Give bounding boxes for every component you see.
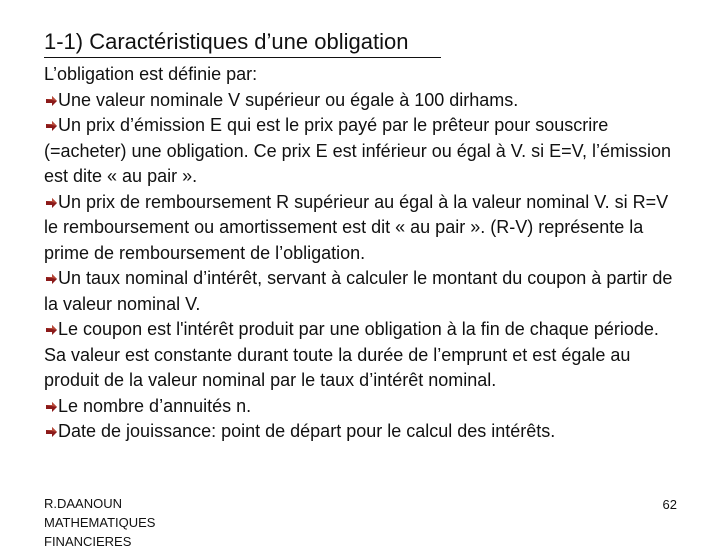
arrow-bullet-icon — [44, 426, 58, 438]
arrow-bullet-icon — [44, 120, 58, 132]
bullet-list — [44, 88, 684, 445]
footer-author-line: R.DAANOUN — [44, 496, 123, 511]
arrow-bullet-icon — [44, 273, 58, 285]
bullet-text: Un taux nominal d’intérêt, servant à calculer le montant du coupon à partir de la valeur nominal V. — [44, 268, 673, 314]
slide-body — [44, 62, 684, 445]
page-number: 62 — [662, 497, 677, 512]
bullet-item — [44, 317, 684, 394]
bullet-text: Une valeur nominale V supérieur ou égale à 100 dirhams. — [58, 89, 519, 110]
bullet-item — [44, 266, 684, 317]
arrow-bullet-icon — [44, 197, 58, 209]
bullet-item — [44, 394, 684, 420]
bullet-text: Le nombre d’annuités n. — [58, 395, 252, 416]
arrow-bullet-icon — [44, 95, 58, 107]
bullet-text: Date de jouissance: point de départ pour le calcul des intérêts. — [58, 421, 556, 441]
slide-title: 1-1) Caractéristiques d’une obligation — [44, 29, 409, 54]
intro-text: L’obligation est définie par: — [44, 64, 258, 84]
bullet-item — [44, 113, 684, 190]
title-underline — [44, 57, 441, 58]
bullet-text: Un prix de remboursement R supérieur au égal à la valeur nominal V. si R=V le remboursement ou amortissement est dit « au pair ». (R-V) représente la prime de remboursement de l’obligation. — [44, 191, 669, 263]
footer-author — [44, 494, 224, 551]
bullet-item — [44, 88, 684, 114]
bullet-text: Le coupon est l'intérêt produit par une obligation à la fin de chaque période. Sa valeur est constante durant toute la durée de l’emprunt et est égale au produit de la valeur nominal par le taux d’intérêt nominal. — [44, 319, 659, 390]
footer-author-line: FINANCIERES — [44, 534, 132, 549]
bullet-item — [44, 190, 684, 267]
arrow-bullet-icon — [44, 324, 58, 336]
bullet-text: Un prix d’émission E qui est le prix payé par le prêteur pour souscrire (=acheter) une obligation. Ce prix E est inférieur ou égal à V. si E=V, l’émission est dite « au pair ». — [44, 115, 672, 186]
bullet-item — [44, 419, 684, 445]
footer-author-line: MATHEMATIQUES — [44, 515, 156, 530]
arrow-bullet-icon — [44, 401, 58, 413]
